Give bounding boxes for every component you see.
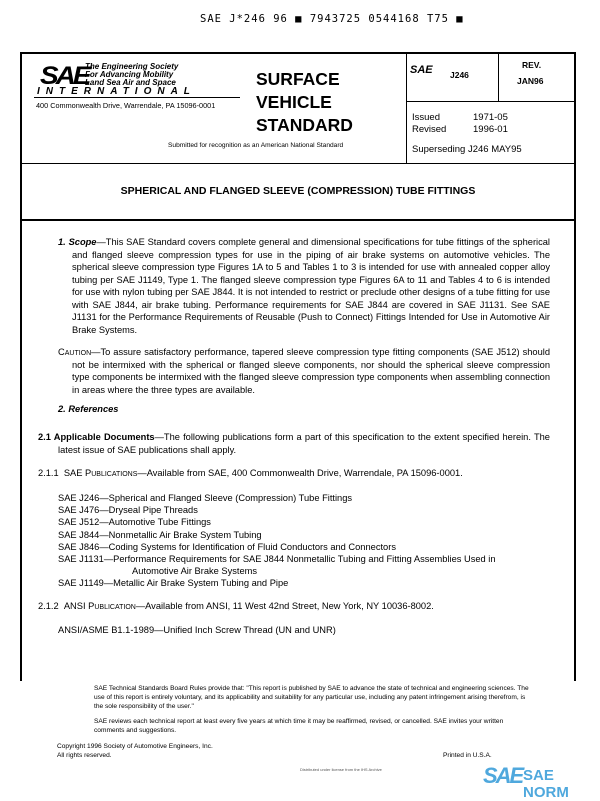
logo-rule	[34, 97, 240, 98]
submitted-note: Submitted for recognition as an American National Standard	[168, 142, 344, 149]
reference-item-continued: Automotive Air Brake Systems	[132, 566, 258, 577]
issued-value: 1971-05	[473, 112, 508, 123]
ansi-reference: ANSI/ASME B1.1-1989—Unified Inch Screw Thread (UN and UNR)	[58, 625, 336, 635]
doc-type-2: VEHICLE	[256, 92, 332, 112]
reference-item: SAE J1131—Performance Requirements for SAE J844 Nonmetallic Tubing and Fitting Assemblies Used in	[58, 554, 496, 565]
rev-divider	[498, 52, 499, 102]
review-note: SAE reviews each technical report at least every five years at which time it may be reaffirmed, revised, or cancelled. SAE invites your written comments and suggestions.	[94, 718, 504, 734]
sae-publications-heading: SAE Publications	[63, 468, 138, 478]
rev-label: REV.	[522, 60, 542, 70]
address: 400 Commonwealth Drive, Warrendale, PA 15096-0001	[36, 101, 216, 110]
revised-label: Revised	[412, 124, 447, 135]
tagline-3: Land Sea Air and Space	[85, 78, 176, 87]
document-title-row	[20, 163, 576, 221]
sae-publications-text: —Available from SAE, 400 Commonwealth Drive, Warrendale, PA 15096-0001.	[137, 468, 463, 478]
board-rules-note: SAE Technical Standards Board Rules provide that: "This report is published by SAE to advance the state of technical and engineering sciences. The use of this report is entirely voluntary, and its applicability and suitability for any particular use, including any patent infringement arising therefrom, is the sole responsibility of the user."	[94, 685, 529, 710]
caution-text: —To assure satisfactory performance, tapered sleeve compression type fitting components (SAE J512) should not be intermixed with the spherical or flanged sleeve components, nor should the spherical sleeve compression type components be intermixed with the flanged sleeve compression type components when assembling connection in areas where the three types are available.	[72, 347, 550, 395]
reference-item: SAE J246—Spherical and Flanged Sleeve (Compression) Tube Fittings	[58, 493, 353, 503]
reference-item: SAE J512—Automotive Tube Fittings	[58, 517, 211, 528]
section-2-1-2	[38, 601, 434, 611]
applicable-docs-text: —The following publications form a part of this specification to the extent specified herein. The latest issue of SAE publications shall apply.	[58, 432, 550, 455]
reference-item: SAE J846—Coding Systems for Identification of Fluid Conductors and Connectors	[58, 541, 396, 552]
reference-item: SAE J476—Dryseal Pipe Threads	[58, 505, 198, 516]
info-divider	[406, 101, 576, 102]
tagline-2: For Advancing Mobility	[85, 70, 174, 79]
revised-value: 1996-01	[473, 124, 508, 135]
applicable-docs-heading: 2.1 Applicable Documents	[38, 432, 155, 442]
international-wordmark: INTERNATIONAL	[37, 86, 196, 97]
ansi-publication-heading: ANSI Publication	[63, 601, 136, 611]
section-2-1	[38, 431, 550, 456]
caution	[58, 346, 550, 396]
copyright: Copyright 1996 Society of Automotive Engineers, Inc.	[57, 743, 213, 750]
watermark-text: SAE NORM	[523, 767, 569, 801]
reference-item: SAE J1149—Metallic Air Brake System Tubing and Pipe	[58, 578, 289, 589]
doc-type-3: STANDARD	[256, 115, 353, 135]
document-title: SPHERICAL AND FLANGED SLEEVE (COMPRESSION) TUBE FITTINGS	[120, 185, 476, 197]
rights-reserved: All rights reserved.	[57, 752, 112, 759]
distribution-note: Distributed under license from the IHS Archive	[300, 767, 382, 772]
document-code-line: SAE J*246 96 ■ 7943725 0544168 T75 ■	[200, 13, 464, 25]
reference-item: SAE J844—Nonmetallic Air Brake System Tubing	[58, 529, 262, 540]
reference-list	[58, 492, 496, 590]
caution-heading: Caution	[58, 347, 92, 357]
scope-text: —This SAE Standard covers complete general and dimensional specifications for tube fittings of the spherical and flanged sleeve compression types for use in the piping of air brake systems on automotive vehicles. The spherical sleeve compression type Figures 1A to 5 and Tables 1 to 3 is intended for use with annealed copper alloy tubing per SAE J1149, Type 1. The flanged sleeve compression type Figures 6A to 11 and Tables 4 to 6 is intended for use with nylon tubing per SAE J844. It is not intended to restrict or preclude other designs of a tube fitting for use with SAE J844, air brake tubing. Performance requirements for SAE J844 are covered in SAE J1131. See SAE J1131 for the Performance Requirements of Reusable (Push to Connect) Fittings Intended for Use in Automotive Air Brake Systems.	[72, 237, 550, 335]
tagline-1: The Engineering Society	[85, 62, 179, 71]
scope-heading: 1. Scope	[58, 237, 97, 247]
doc-number: J246	[450, 70, 469, 80]
references-heading: 2. References	[58, 404, 119, 414]
printed-in: Printed in U.S.A.	[443, 752, 492, 759]
section-scope	[58, 236, 550, 336]
issued-label: Issued	[412, 112, 440, 123]
ansi-publication-text: —Available from ANSI, 11 West 42nd Street, New York, NY 10036-8002.	[135, 601, 434, 611]
section-number: 2.1.1	[38, 468, 59, 478]
section-number: 2.1.2	[38, 601, 59, 611]
sae-logo: SAE	[40, 61, 89, 90]
superseding: Superseding J246 MAY95	[412, 144, 522, 155]
rev-value: JAN96	[517, 76, 544, 86]
watermark-logo-icon: SAE	[483, 763, 523, 788]
doc-type-1: SURFACE	[256, 69, 340, 89]
sae-small-logo: SAE	[410, 64, 433, 76]
section-2-1-1	[38, 468, 463, 478]
